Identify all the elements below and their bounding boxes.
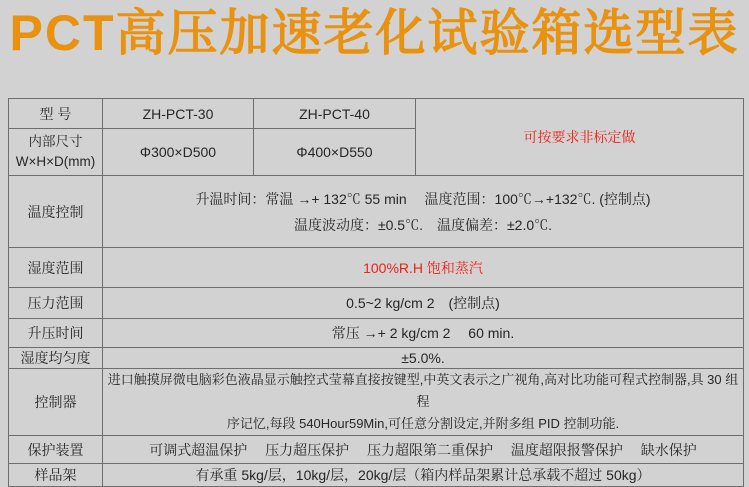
row-label-controller: 控制器 xyxy=(9,369,103,436)
spec-table xyxy=(8,98,744,487)
row-label-model: 型 号 xyxy=(9,99,103,129)
controller-line2: 序记忆,每段 540Hour59Min,可任意分割设定,并附多组 PID 控制功能. xyxy=(226,416,620,431)
row-label-humidity-uniformity: 湿度均匀度 xyxy=(9,348,103,369)
row-label-pressure-range: 压力范围 xyxy=(9,288,103,319)
row-label-pressure-rise-time: 升压时间 xyxy=(9,319,103,348)
temperature-control-line1: 升温时间：常温 →+ 132℃ 55 min 温度范围：100℃→+132℃. (控制点) xyxy=(195,190,651,207)
row-humidity-range xyxy=(9,248,744,288)
row-label-sample-rack: 样品架 xyxy=(9,464,103,487)
inner-size-label-line1: 内部尺寸 xyxy=(28,134,83,149)
pressure-rise-time-value: 常压 →+ 2 kg/cm 2 60 min. xyxy=(103,319,744,348)
row-humidity-uniformity xyxy=(9,348,744,369)
protection-devices-value: 可调式超温保护 压力超压保护 压力超限第二重保护 温度超限报警保护 缺水保护 xyxy=(103,436,744,464)
row-temperature-control xyxy=(9,176,744,248)
row-pressure-rise-time xyxy=(9,319,744,348)
page-title: PCT高压加速老化试验箱选型表 xyxy=(9,5,740,61)
temperature-control-value xyxy=(103,176,744,248)
model-value-1: ZH-PCT-30 xyxy=(103,99,254,129)
row-label-inner-size xyxy=(9,129,103,176)
custom-order-note: 可按要求非标定做 xyxy=(416,99,744,176)
temperature-control-line2: 温度波动度：±0.5℃. 温度偏差：±2.0℃. xyxy=(293,216,553,233)
row-sample-rack xyxy=(9,464,744,487)
humidity-uniformity-value: ±5.0%. xyxy=(103,348,744,369)
pressure-range-value: 0.5~2 kg/cm 2 (控制点) xyxy=(103,288,744,319)
row-protection-devices xyxy=(9,436,744,464)
inner-size-value-1: Φ300×D500 xyxy=(103,129,254,176)
controller-line1: 进口触摸屏微电脑彩色液晶显示触控式莹幕直接按键型,中英文表示之广视角,高对比功能可程式控制器,具 30 组程 xyxy=(107,372,739,409)
row-label-humidity-range: 湿度范围 xyxy=(9,248,103,288)
sample-rack-value: 有承重 5kg/层，10kg/层，20kg/层（箱内样品架累计总承载不超过 50kg） xyxy=(103,464,744,487)
inner-size-label-line2: W×H×D(mm) xyxy=(15,154,96,169)
row-controller xyxy=(9,369,744,436)
inner-size-value-2: Φ400×D550 xyxy=(254,129,416,176)
row-pressure-range xyxy=(9,288,744,319)
controller-value xyxy=(103,369,744,436)
row-label-protection-devices: 保护装置 xyxy=(9,436,103,464)
row-label-temperature-control: 温度控制 xyxy=(9,176,103,248)
model-value-2: ZH-PCT-40 xyxy=(254,99,416,129)
humidity-range-value: 100%R.H 饱和蒸汽 xyxy=(103,248,744,288)
row-model xyxy=(9,99,744,129)
